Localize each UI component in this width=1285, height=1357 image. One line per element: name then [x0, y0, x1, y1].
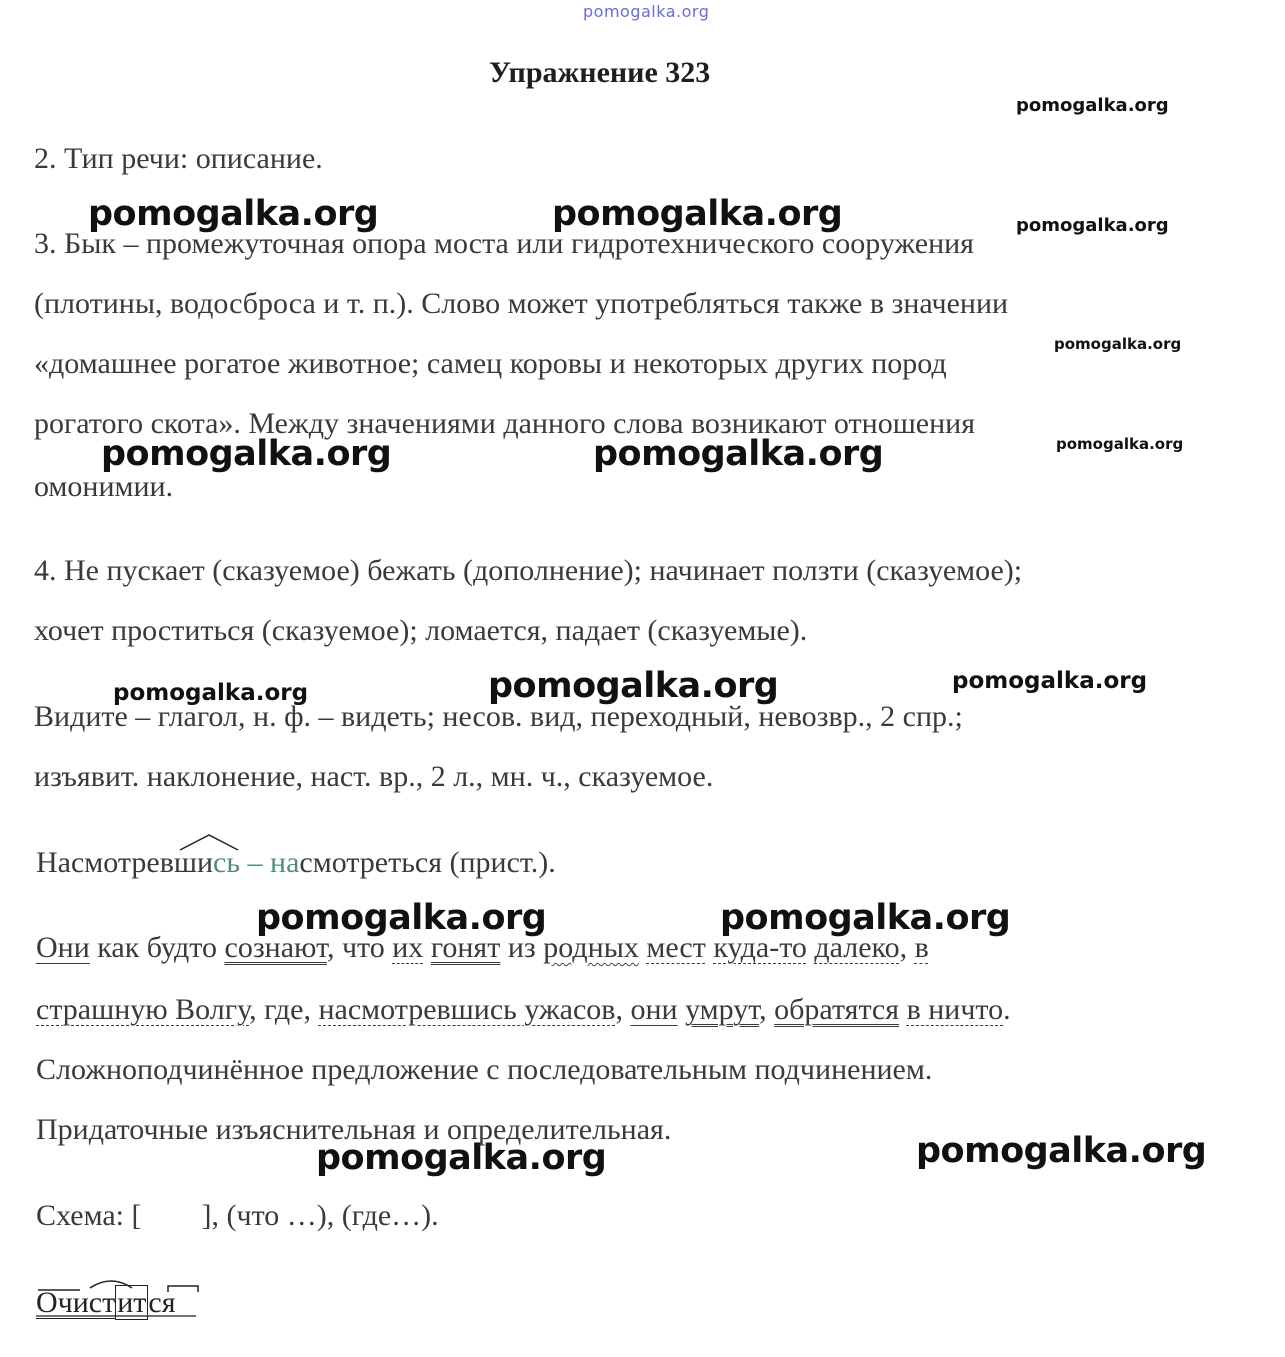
morpheme-marks	[36, 1272, 206, 1322]
word-part: Насмотре	[36, 846, 160, 879]
section-3-line: рогатого скота». Между значениями данного слова возникают отношения	[34, 407, 976, 440]
section-4-line: 4. Не пускает (сказуемое) бежать (дополнение); начинает ползти (сказуемое);	[34, 554, 1023, 587]
text: , где,	[249, 993, 319, 1026]
text: ,	[899, 931, 915, 964]
subject: они	[630, 993, 678, 1026]
watermark: pomogalka.org	[1056, 435, 1184, 453]
sentence-line-2	[36, 993, 1011, 1027]
section-2: 2. Тип речи: описание.	[34, 142, 323, 175]
watermark: pomogalka.org	[316, 1138, 607, 1178]
word-analysis	[36, 846, 556, 880]
predicate: гонят	[430, 931, 501, 964]
suffix-arc-mark	[178, 832, 240, 852]
text: ,	[615, 993, 631, 1026]
adverbial: куда-то	[713, 931, 807, 964]
word-suffix: вши	[159, 846, 214, 879]
object: их	[392, 931, 424, 964]
word-part: мотреться (прист.).	[312, 846, 556, 879]
text: из	[500, 931, 544, 964]
text	[423, 931, 431, 964]
predicate: умрут	[685, 993, 760, 1026]
adverbial: страшную Волгу	[36, 993, 250, 1026]
subject: Они	[36, 931, 90, 964]
watermark: pomogalka.org	[113, 680, 309, 706]
word-ending: ит	[117, 1286, 147, 1319]
text: , что	[326, 931, 393, 964]
text: .	[1003, 993, 1011, 1026]
word-part: с	[299, 846, 313, 879]
watermark: pomogalka.org	[593, 434, 884, 474]
word-part: – на	[240, 846, 300, 879]
word-postfix: сь	[213, 846, 241, 879]
section-3-line: 3. Бык – промежуточная опора моста или гидротехнического сооружения	[34, 227, 974, 260]
adverbial: далеко	[814, 931, 900, 964]
text	[678, 993, 686, 1026]
watermark: pomogalka.org	[488, 666, 779, 706]
text: ,	[759, 993, 775, 1026]
watermark: pomogalka.org	[952, 668, 1148, 694]
text	[899, 993, 907, 1026]
watermark: pomogalka.org	[1054, 335, 1182, 353]
watermark: pomogalka.org	[101, 434, 392, 474]
section-3-line: омонимии.	[34, 470, 174, 503]
watermark: pomogalka.org	[552, 194, 843, 234]
adverbial-participle: насмотревшись ужасов	[318, 993, 616, 1026]
watermark: pomogalka.org	[1016, 95, 1169, 116]
section-3-line: (плотины, водосброса и т. п.). Слово может употребляться также в значении	[34, 287, 1009, 320]
adverbial: в ничто	[906, 993, 1004, 1026]
clauses: Придаточные изъяснительная и определительная.	[36, 1113, 672, 1146]
watermark: pomogalka.org	[88, 194, 379, 234]
text: как будто	[89, 931, 225, 964]
sentence-type: Сложноподчинённое предложение с последовательным подчинением.	[36, 1053, 933, 1086]
section-4-line: хочет проститься (сказуемое); ломается, падает (сказуемые).	[34, 614, 808, 647]
section-3-line: «домашнее рогатое животное; самец коровы и некоторых других пород	[34, 347, 947, 380]
scheme: Схема: [ ], (что …), (где…).	[36, 1199, 439, 1232]
watermark-top: pomogalka.org	[583, 2, 710, 21]
morph-line: Видите – глагол, н. ф. – видеть; несов. вид, переходный, невозвр., 2 спр.;	[34, 700, 963, 733]
watermark: pomogalka.org	[256, 898, 547, 938]
predicate: сознают	[224, 931, 327, 964]
watermark: pomogalka.org	[1016, 215, 1169, 236]
adverbial: мест	[646, 931, 706, 964]
predicate: обратятся	[774, 993, 900, 1026]
word-stem: Очист	[36, 1286, 116, 1319]
morph-line: изъявит. наклонение, наст. вр., 2 л., мн. ч., сказуемое.	[34, 760, 714, 793]
watermark: pomogalka.org	[720, 898, 1011, 938]
word-postfix: ся	[148, 1286, 176, 1319]
sentence-line-1	[36, 931, 929, 965]
page-title: Упражнение 323	[489, 56, 711, 89]
attribute: родных	[543, 931, 639, 964]
adverbial: в	[914, 931, 929, 964]
watermark: pomogalka.org	[916, 1131, 1207, 1171]
